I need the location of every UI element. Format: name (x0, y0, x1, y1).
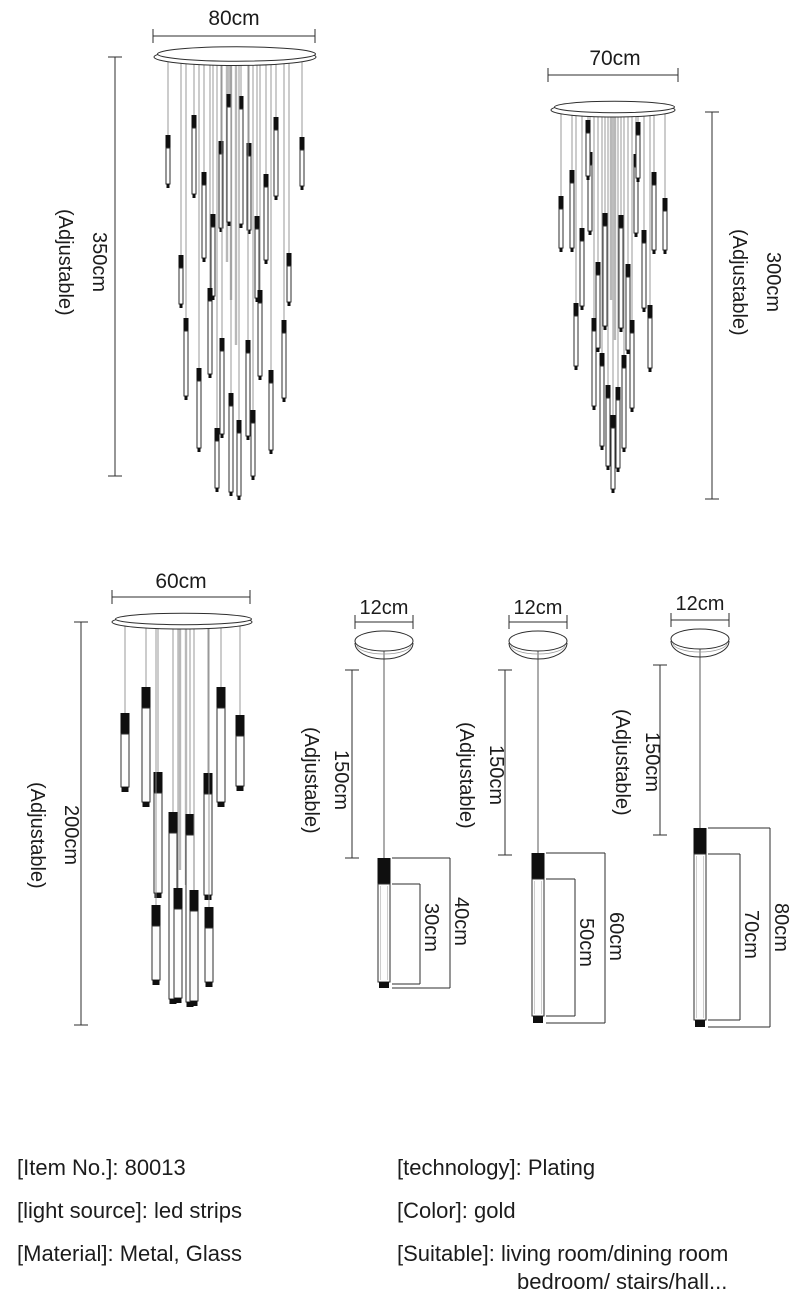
pendant-80-inner-length-label: 70cm (740, 910, 762, 959)
height-note: (Adjustable) (26, 781, 48, 889)
height-note: (Adjustable) (54, 208, 76, 316)
pendant-60-inner-length-label: 50cm (575, 918, 597, 967)
pendant-60-width-label: 12cm (513, 597, 563, 619)
pendant-80-outer-length-label: 80cm (770, 903, 792, 952)
pendant-60-drop-label (451, 695, 511, 855)
drop-value: 150cm (330, 749, 352, 811)
chandelier-350-height-label (48, 186, 116, 338)
pendant-80-drop-label (607, 688, 667, 836)
height-note: (Adjustable) (728, 228, 750, 336)
chandelier-300-height-label (722, 216, 790, 348)
spec-technology: [technology]: Plating (397, 1155, 596, 1180)
pendant-80-width-label: 12cm (675, 593, 725, 615)
drop-value: 150cm (641, 731, 663, 793)
chandelier-200-height-label (20, 750, 88, 920)
chandelier-300-width-label: 70cm (589, 47, 641, 70)
spec-suitable-cont: bedroom/ stairs/hall... (517, 1269, 728, 1294)
pendant-40-drop-label (296, 700, 356, 860)
spec-suitable: [Suitable]: living room/dining room (397, 1241, 729, 1266)
pendant-40-inner-length-label: 30cm (420, 903, 442, 952)
chandelier-350-width-label: 80cm (208, 7, 260, 30)
pendant-40-outer-length-label: 40cm (450, 897, 472, 946)
height-value: 200cm (60, 804, 82, 866)
drop-value: 150cm (485, 744, 507, 806)
spec-light-source: [light source]: led strips (17, 1198, 242, 1223)
pendant-40-width-label: 12cm (359, 597, 409, 619)
height-value: 350cm (88, 231, 110, 293)
spec-material: [Material]: Metal, Glass (17, 1241, 242, 1266)
spec-item-no: [Item No.]: 80013 (17, 1155, 186, 1180)
chandelier-200-width-label: 60cm (155, 570, 207, 593)
drop-note: (Adjustable) (455, 721, 477, 829)
drop-note: (Adjustable) (611, 708, 633, 816)
spec-color: [Color]: gold (397, 1198, 516, 1223)
height-value: 300cm (762, 251, 784, 313)
pendant-60-outer-length-label: 60cm (605, 912, 627, 961)
drop-note: (Adjustable) (300, 726, 322, 834)
